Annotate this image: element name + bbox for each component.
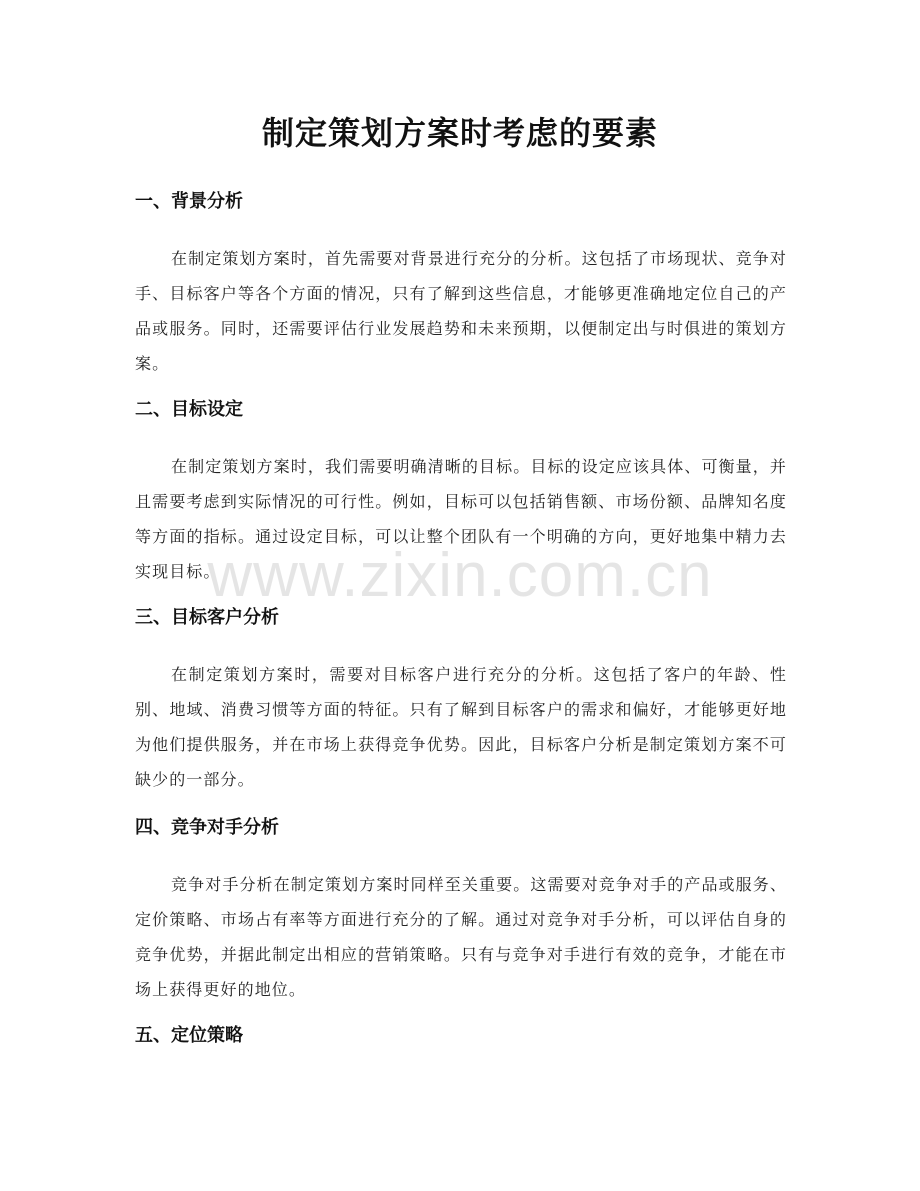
section-target-customer-analysis (135, 605, 787, 797)
section-positioning-strategy (135, 1023, 787, 1049)
document-title: 制定策划方案时考虑的要素 (261, 114, 658, 152)
section-goal-setting (135, 397, 787, 589)
section-paragraph: 在制定策划方案时，需要对目标客户进行充分的分析。这包括了客户的年龄、性别、地域、消费习惯等方面的特征。只有了解到目标客户的需求和偏好，才能够更好地为他们提供服务，并在市场上获得竞争优势。因此，目标客户分析是制定策划方案不可缺少的一部分。 (135, 665, 787, 789)
watermark: www.zixin.com.cn (207, 541, 713, 610)
section-heading: 一、背景分析 (135, 191, 243, 212)
section-competitor-analysis (135, 815, 787, 1007)
section-heading: 五、定位策略 (135, 1025, 243, 1046)
section-heading: 三、目标客户分析 (135, 607, 279, 628)
section-heading: 四、竞争对手分析 (135, 817, 279, 838)
section-paragraph: 在制定策划方案时，首先需要对背景进行充分的分析。这包括了市场现状、竞争对手、目标客户等各个方面的情况，只有了解到这些信息，才能够更准确地定位自己的产品或服务。同时，还需要评估行业发展趋势和未来预期，以便制定出与时俱进的策划方案。 (135, 249, 787, 373)
section-heading: 二、目标设定 (135, 399, 243, 420)
section-paragraph: 在制定策划方案时，我们需要明确清晰的目标。目标的设定应该具体、可衡量，并且需要考虑到实际情况的可行性。例如，目标可以包括销售额、市场份额、品牌知名度等方面的指标。通过设定目标，可以让整个团队有一个明确的方向，更好地集中精力去实现目标。 (135, 457, 787, 581)
section-background-analysis (135, 189, 787, 381)
section-paragraph: 竞争对手分析在制定策划方案时同样至关重要。这需要对竞争对手的产品或服务、定价策略、市场占有率等方面进行充分的了解。通过对竞争对手分析，可以评估自身的竞争优势，并据此制定出相应的营销策略。只有与竞争对手进行有效的竞争，才能在市场上获得更好的地位。 (135, 875, 787, 999)
